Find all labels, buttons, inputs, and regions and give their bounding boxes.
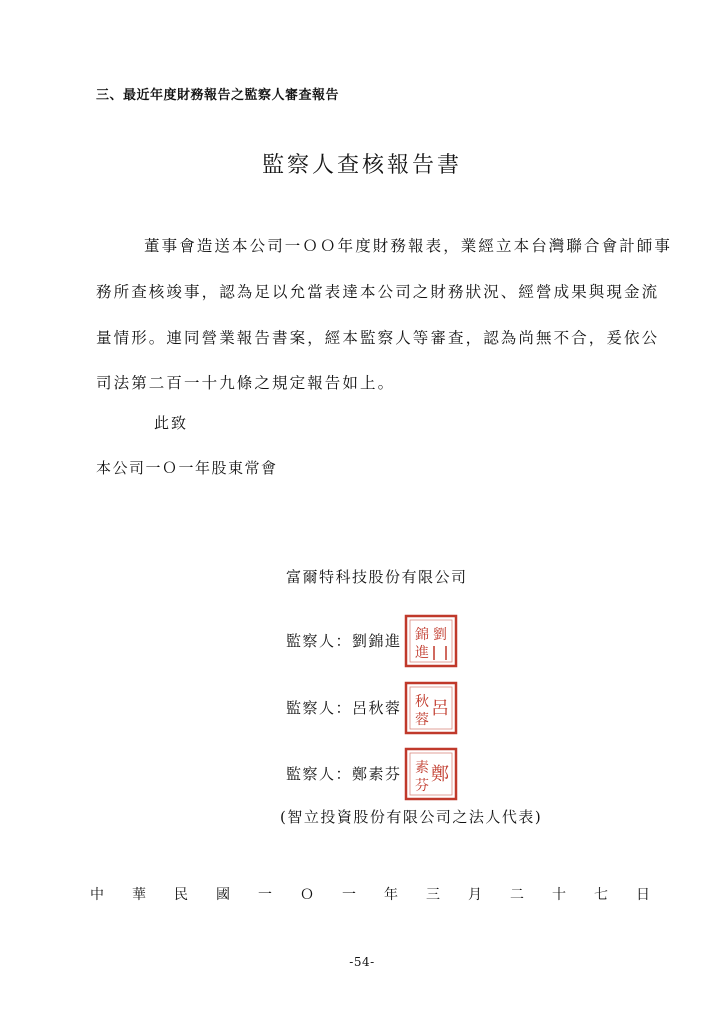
- date-char: Ｏ: [300, 887, 314, 903]
- seal-stamp-icon: [403, 613, 459, 669]
- body-paragraph-line: 量情形。連同營業報告書案，經本監察人等審查，認為尚無不合，爰依公: [96, 329, 660, 347]
- date-char: 二: [510, 887, 524, 903]
- section-heading: 三、最近年度財務報告之監察人審查報告: [96, 88, 340, 103]
- svg-text:素: 素: [415, 760, 429, 776]
- body-paragraph-line: 務所查核竣事，認為足以允當表達本公司之財務狀況、經營成果與現金流: [96, 283, 660, 301]
- seal-stamp-icon: [403, 746, 459, 802]
- date-char: 年: [384, 887, 398, 903]
- svg-text:鄭: 鄭: [431, 764, 449, 785]
- date-char: 一: [342, 887, 356, 903]
- representative-note: (智立投資股份有限公司之法人代表): [280, 808, 543, 826]
- page-number: -54-: [349, 955, 375, 969]
- date-char: 七: [594, 887, 608, 903]
- svg-text:錦: 錦: [415, 627, 429, 643]
- supervisor-signature-line: 監察人：呂秋蓉: [286, 699, 402, 717]
- document-date: [90, 884, 650, 904]
- body-paragraph-line: 董事會造送本公司一ＯＯ年度財務報表，業經立本台灣聯合會計師事: [144, 237, 673, 255]
- date-char: 民: [174, 887, 188, 903]
- svg-text:芬: 芬: [415, 778, 429, 794]
- svg-text:進: 進: [415, 645, 429, 661]
- date-char: 一: [258, 887, 272, 903]
- date-char: 十: [552, 887, 566, 903]
- date-char: 日: [636, 887, 650, 903]
- date-char: 華: [132, 887, 146, 903]
- date-char: 三: [426, 887, 440, 903]
- supervisor-signature-line: 監察人：鄭素芬: [286, 765, 402, 783]
- document-title: 監察人查核報告書: [261, 153, 462, 178]
- date-char: 月: [468, 887, 482, 903]
- svg-text:蓉: 蓉: [415, 712, 429, 728]
- date-char: 國: [216, 887, 230, 903]
- svg-text:秋: 秋: [415, 694, 429, 710]
- date-char: 中: [90, 887, 104, 903]
- svg-text:呂: 呂: [431, 698, 449, 719]
- supervisor-signature-line: 監察人：劉錦進: [286, 632, 402, 650]
- seal-stamp-icon: [403, 680, 459, 736]
- body-paragraph-line: 司法第二百一十九條之規定報告如上。: [96, 374, 396, 392]
- company-name: 富爾特科技股份有限公司: [286, 568, 468, 586]
- addressee: 本公司一Ｏ一年股東常會: [96, 459, 278, 477]
- closing-phrase: 此致: [154, 414, 189, 432]
- svg-text:劉: 劉: [433, 627, 447, 643]
